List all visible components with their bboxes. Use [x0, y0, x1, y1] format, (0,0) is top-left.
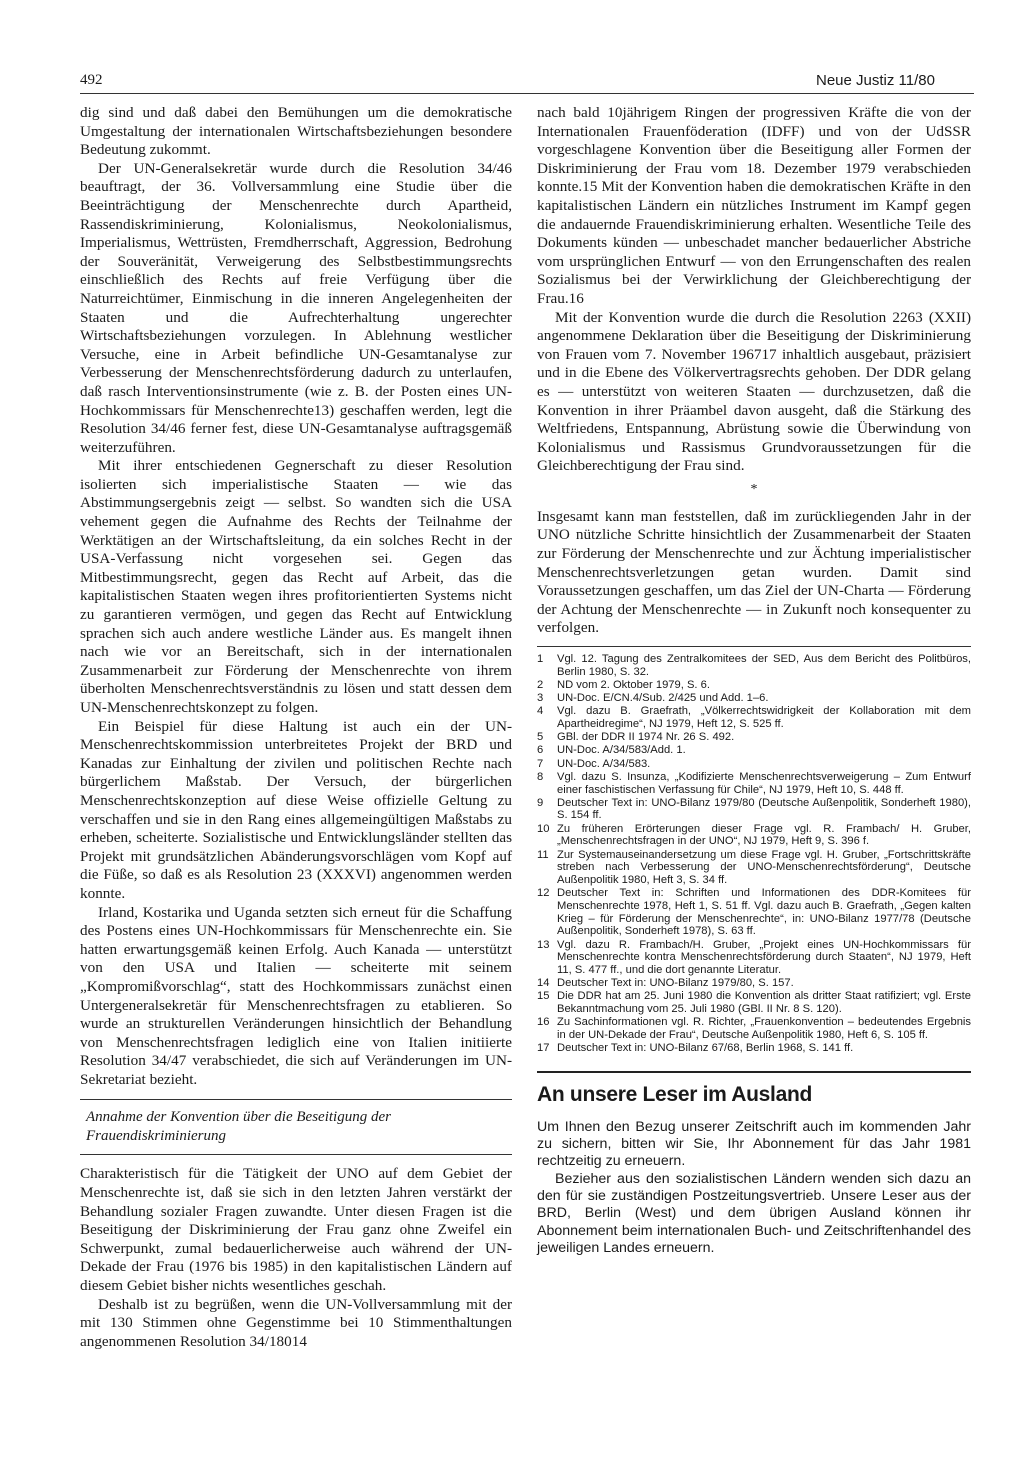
- paragraph: Ein Beispiel für diese Haltung ist auch ein der UN-Menschenrechtskommission unterbreitetes Projekt der BRD und Kanadas zur Einhaltung der zivilen und politischen Rechte nach bürgerlichem Maßstab. Der Versuch, der bürgerlichen Menschenrechtskonzeption auf diese Weise offizielle Geltung zu verschaffen und sie in den Rang eines allgemeingültigen Maßstabs zu erheben, scheiterte. Sozialistische und Entwicklungsländer stellten das Projekt mit grundsätzlichen Abänderungsvorschlägen vom Kopf auf die Füße, so daß es als Resolution 23 (XXXVI) angenommen werden konnte.: [80, 717, 512, 902]
- paragraph: Mit der Konvention wurde die durch die Resolution 2263 (XXII) angenommene Deklaration über die Beseitigung der Diskriminierung von Frauen vom 7. November 196717 inhaltlich ausgebaut, präzisiert und in die Ebene des Völkervertragsrechts gehoben. Der DDR gelang es — unterstützt von weiteren Staaten — durchzusetzen, daß die Konvention in ihrer Präambel davon ausgeht, daß die Stärkung des Weltfriedens, Entspannung, Abrüstung sowie die Überwindung von Kolonialismus und Rassismus Grundvoraussetzungen für die Gleichberechtigung der Frau sind.: [537, 308, 971, 475]
- notice-heading: An unsere Leser im Ausland: [537, 1082, 813, 1106]
- footnote: [537, 731, 971, 744]
- notice-paragraph: Um Ihnen den Bezug unserer Zeitschrift auch im kommenden Jahr zu sichern, bitten wir Sie, Ihr Abonnement für das Jahr 1981 rechtzeitig zu erneuern.: [537, 1118, 971, 1170]
- notice-rule: [537, 1071, 971, 1073]
- journal-title: Neue Justiz 11/80: [816, 72, 935, 89]
- footnote-text: Vgl. dazu R. Frambach/H. Gruber, „Projekt eines UN-Hochkommissars für Menschenrechte kontra Menschenrechtsförderung durch Staaten“, NJ 1979, Heft 11, S. 477 ff., und die dort genannte Literatur.: [557, 938, 971, 976]
- paragraph: Charakteristisch für die Tätigkeit der UNO auf dem Gebiet der Menschenrechte ist, daß sie sich in den letzten Jahren verstärkt der Behandlung sozialer Fragen zuwandte. Unter diesen Fragen ist die Beseitigung der Diskriminierung der Frau ganz ohne Zweifel ein Schwerpunkt, zumal bedauerlicherweise auch während der UN-Dekade der Frau (1976 bis 1985) in den kapitalistischen Ländern auf diesem Gebiet bisher nichts wesentliches geschah.: [80, 1165, 512, 1295]
- footnote-list: [537, 653, 971, 1055]
- paragraph: Der UN-Generalsekretär wurde durch die Resolution 34/46 beauftragt, der 36. Vollversammlung eine Studie über die Beeinträchtigung der Menschenrechte durch Apartheid, Rassendiskriminierung, Kolonialismus, Neokolonialismus, Imperialismus, Wettrüsten, Fremdherrschaft, Aggression, Bedrohung der Souveränität, Verweigerung des Selbstbestimmungsrechts einschließlich des Rechts auf freie Verfügung über die Naturreichtümer, Einmischung in die inneren Angelegenheiten der Staaten und die Aufrechterhaltung ungerechter Wirtschaftsbeziehungen vorzulegen. In Ablehnung westlicher Versuche, eine in Arbeit befindliche UN-Gesamtanalyse zur Verbesserung der Menschenrechtsförderung dadurch zu unterlaufen, daß rasch Interventionsinstrumente (wie z. B. der Posten eines UN-Hochkommissars für Menschenrechte13) geschaffen werden, legt die Resolution 34/46 ferner fest, diese UN-Gesamtanalyse auftragsgemäß weiterzuführen.: [80, 159, 512, 456]
- footnote-text: Deutscher Text in: UNO-Bilanz 1979/80 (Deutsche Außenpolitik, Sonderheft 1980), S. 154 ff.: [557, 796, 971, 822]
- footnote-number: 14: [537, 977, 550, 990]
- footnote-number: 8: [537, 770, 544, 783]
- footnote-number: 12: [537, 887, 550, 900]
- footnote: [537, 653, 971, 678]
- paragraph: Mit ihrer entschiedenen Gegnerschaft zu dieser Resolution isolierten sich imperialistische Staaten — wie das Abstimmungsergebnis zeigt — selbst. So wandten sich die USA vehement gegen die Aufnahme des Rechts der Teilnahme der Werktätigen an der Wirtschaftsleitung, da ein solches Recht in der USA-Verfassung nicht vorgesehen sei. Gegen das Mitbestimmungsrecht, gegen das Recht auf Arbeit, das die kapitalistischen Staaten wegen ihres profitorientierten Systems nicht zu garantieren vermögen, und gegen das Recht auf Entwicklung sprachen sich auch andere westliche Länder aus. Es mangelt ihnen nach wie vor an Bereitschaft, sich in der internationalen Zusammenarbeit zur Förderung der Menschenrechte von ihrem überholten Menschenrechtsverständnis zu lösen und statt dessen dem UN-Menschenrechtskonzept zu folgen.: [80, 457, 512, 716]
- footnote: [537, 744, 971, 757]
- footnote: [537, 771, 971, 796]
- footnote-text: Zur Systemauseinandersetzung um diese Frage vgl. H. Gruber, „Fortschrittskräfte streben nach Verbesserung der UNO-Menschenrechtsförderung“, Deutsche Außenpolitik 1980, Heft 3, S. 34 ff.: [557, 848, 971, 886]
- right-column: [537, 104, 971, 1257]
- footnote-number: 11: [537, 848, 549, 861]
- footnote-text: GBl. der DDR II 1974 Nr. 26 S. 492.: [557, 731, 735, 744]
- footnote-text: Die DDR hat am 25. Juni 1980 die Konvention als dritter Staat ratifiziert; vgl. Erste Bekanntmachung vom 25. Juli 1980 (GBl. II Nr. 8 S. 120).: [557, 990, 971, 1016]
- footnote-text: UN-Doc. E/CN.4/Sub. 2/425 und Add. 1–6.: [557, 692, 769, 705]
- footnote: [537, 939, 971, 977]
- paragraph: nach bald 10jährigem Ringen der progressiven Kräfte die von der Internationalen Frauenföderation (IDFF) und von der UdSSR vorgeschlagene Konvention über die Beseitigung aller Formen der Diskriminierung der Frau vom 18. Dezember 1979 verabschieden konnte.15 Mit der Konvention haben die demokratischen Kräfte in den kapitalistischen Ländern ein nützliches Instrument im Kampf gegen die andauernde Frauendiskriminierung erhalten. Wesentliche Teile des Dokuments künden — unbeschadet mancher bedauerlicher Abstriche vom ursprünglichen Entwurf — von den Errungenschaften des realen Sozialismus bei der Verwirklichung der Gleichberechtigung der Frau.16: [537, 104, 971, 307]
- conclusion-paragraph: Insgesamt kann man feststellen, daß im zurückliegenden Jahr in der UNO nützliche Schritte hinsichtlich der Zusammenarbeit der Staaten zur Förderung der Menschenrechte und zur Ächtung imperialistischer Menschenrechtsverletzungen getan wurden. Damit sind Voraussetzungen geschaffen, um das Ziel der UN-Charta — Förderung der Achtung der Menschenrechte — in Zukunft noch konsequenter zu verfolgen.: [537, 507, 971, 637]
- paragraph: dig sind und daß dabei den Bemühungen um die demokratische Umgestaltung der internationalen Wirtschaftsbeziehungen besondere Bedeutung zukommt.: [80, 104, 512, 159]
- footnote: [537, 797, 971, 822]
- footnote-number: 16: [537, 1016, 550, 1029]
- footnote-number: 15: [537, 990, 550, 1003]
- footnote-number: 5: [537, 731, 544, 744]
- footnote-text: UN-Doc. A/34/583/Add. 1.: [557, 744, 686, 757]
- paragraph: Deshalb ist zu begrüßen, wenn die UN-Vollversammlung mit der mit 130 Stimmen ohne Gegenstimme bei 10 Stimmenthaltungen angenommenen Resolution 34/18014: [80, 1295, 512, 1350]
- footnote-number: 2: [537, 678, 544, 691]
- footnote-text: ND vom 2. Oktober 1979, S. 6.: [557, 678, 710, 691]
- footnote-text: Vgl. 12. Tagung des Zentralkomitees der SED, Aus dem Bericht des Politbüros, Berlin 1980, S. 32.: [557, 653, 971, 678]
- footnote-text: Deutscher Text in: Schriften und Informationen des DDR-Komitees für Menschenrechte 1978, Heft 1, S. 51 ff. Vgl. dazu auch B. Graefrath, „Gegen kalten Krieg – für Förderung der Menschenrechte“, in: UNO-Bilanz 1977/78 (Deutsche Außenpolitik, Sonderheft 1978), S. 63 ff.: [557, 887, 971, 938]
- notice-paragraph: Bezieher aus den sozialistischen Ländern wenden sich dazu an den für sie zuständigen Postzeitungsvertrieb. Unsere Leser aus der BRD, Berlin (West) und dem übrigen Ausland können ihr Abonnement beim internationalen Buch- und Zeitschriftenhandel des jeweiligen Landes erneuern.: [537, 1170, 971, 1256]
- footnote: [537, 990, 971, 1015]
- footnote: [537, 823, 971, 848]
- footnote: [537, 887, 971, 938]
- footnote-number: 3: [537, 692, 544, 705]
- footnote: [537, 1016, 971, 1041]
- footnote-text: Deutscher Text in: UNO-Bilanz 1979/80, S. 157.: [557, 977, 794, 990]
- footnote-number: 4: [537, 705, 544, 718]
- footnote: [537, 705, 971, 730]
- footnote-number: 7: [537, 757, 544, 770]
- page-number: 492: [80, 72, 103, 88]
- footnote-number: 13: [537, 938, 550, 951]
- footnote-number: 10: [537, 822, 550, 835]
- footnote: [537, 977, 971, 990]
- footnote-text: Zu früheren Erörterungen dieser Frage vgl. R. Frambach/ H. Gruber, „Menschenrechtsfragen in der UNO“, NJ 1979, Heft 9, S. 396 f.: [557, 822, 971, 848]
- footnote-rule: [537, 646, 971, 647]
- footnote: [537, 1042, 971, 1055]
- footnote: [537, 849, 971, 887]
- footnote-number: 17: [537, 1042, 550, 1055]
- footnote-text: Vgl. dazu S. Insunza, „Kodifizierte Menschenrechtsverweigerung – Zum Entwurf einer faschistischen Verfassung für Chile“, NJ 1979, Heft 10, S. 448 ff.: [557, 770, 971, 796]
- footnote: [537, 758, 971, 771]
- left-column: [80, 104, 512, 1351]
- section-heading-box: [80, 1099, 512, 1155]
- footnote: [537, 692, 971, 705]
- header-rule: [80, 93, 974, 94]
- footnote-number: 9: [537, 796, 544, 809]
- footnote-number: 6: [537, 744, 544, 757]
- footnote-number: 1: [537, 653, 544, 666]
- section-separator: *: [750, 481, 758, 497]
- footnote-text: Zu Sachinformationen vgl. R. Richter, „Frauenkonvention – bedeutendes Ergebnis in der UN-Dekade der Frau“, Deutsche Außenpolitik 1980, Heft 6, S. 105 ff.: [557, 1016, 971, 1041]
- footnote: [537, 679, 971, 692]
- footnote-text: UN-Doc. A/34/583.: [557, 757, 651, 770]
- paragraph: Irland, Kostarika und Uganda setzten sich erneut für die Schaffung des Postens eines UN-Hochkommissars für Menschenrechte ein. Sie hatten erwartungsgemäß keinen Erfolg. Auch Kanada — unterstützt von den USA und Italien — scheiterte mit seinem „Kompromißvorschlag“, statt des Hochkommissars zunächst einen Untergeneralsekretär für Menschenrechtsfragen zu etablieren. So wurde an strukturellen Veränderungen hinsichtlich der Behandlung von Menschenrechtsfragen lediglich eine von Italien initiierte Resolution 34/47 verabschiedet, die sich auf Veränderungen im UN-Sekretariat bezieht.: [80, 903, 512, 1088]
- section-heading: Annahme der Konvention über die Beseitigung der Frauendiskriminierung: [86, 1109, 391, 1145]
- footnote-text: Deutscher Text in: UNO-Bilanz 67/68, Berlin 1968, S. 141 ff.: [557, 1042, 854, 1055]
- footnote-text: Vgl. dazu B. Graefrath, „Völkerrechtswidrigkeit der Kollaboration mit dem Apartheidregime“, NJ 1979, Heft 12, S. 525 ff.: [557, 705, 971, 731]
